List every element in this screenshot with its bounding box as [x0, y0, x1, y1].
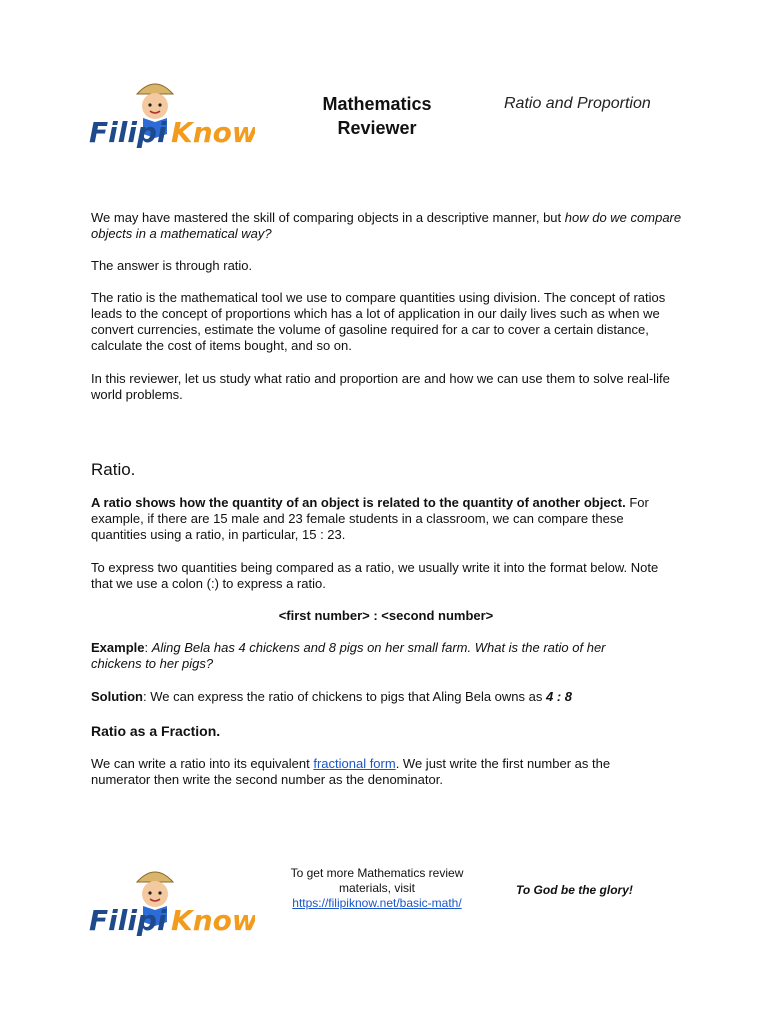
footer-logo-text-right: Know: [171, 904, 255, 937]
intro-paragraph-1: We may have mastered the skill of comparing objects in a descriptive manner, but how do we compare objects in a mathematical way?: [91, 210, 682, 241]
ratio-express-paragraph: To express two quantities being compared as a ratio, we usually write it into the format below. Note that we use a colon (:) to express a ratio.: [91, 560, 659, 591]
filipiknow-logo: [85, 72, 255, 167]
ratio-format: <first number> : <second number>: [278, 608, 494, 623]
logo-text-left: Filipi: [89, 116, 167, 149]
footer-text: To get more Mathematics review materials, visit https://filipiknow.net/basic-math/: [272, 866, 482, 911]
fractional-form-link[interactable]: fractional form: [313, 756, 396, 771]
page-title: Mathematics Reviewer: [322, 94, 432, 138]
ratio-solution: Solution: We can express the ratio of chickens to pigs that Aling Bela owns as 4 : 8: [91, 689, 572, 704]
fraction-paragraph: We can write a ratio into its equivalent fractional form. We just write the first number as the numerator then write the second number as the denominator.: [91, 756, 611, 787]
intro-paragraph-2: The answer is through ratio.: [91, 258, 253, 273]
intro-paragraph-4: In this reviewer, let us study what ratio and proportion are and how we can use them to solve real-life world problems.: [91, 371, 670, 402]
footer-logo-text-left: Filipi: [89, 904, 167, 937]
footer-motto: To God be the glory!: [516, 883, 633, 897]
intro-paragraph-3: The ratio is the mathematical tool we use to compare quantities using division. The concept of ratios leads to the concept of proportions which has a lot of application in our daily lives such as when we convert currencies, estimate the volume of gasoline required for a car to cover a certain distance, calculate the cost of items bought, and so on.: [91, 290, 666, 353]
ratio-heading: Ratio.: [91, 460, 136, 479]
fraction-heading: Ratio as a Fraction.: [91, 723, 221, 739]
footer-link[interactable]: https://filipiknow.net/basic-math/: [292, 896, 462, 910]
page-subtitle: Ratio and Proportion: [504, 95, 651, 112]
ratio-example: Example: Aling Bela has 4 chickens and 8 pigs on her small farm. What is the ratio of her chickens to her pigs?: [91, 640, 606, 671]
footer-filipiknow-logo: [85, 860, 255, 955]
ratio-definition: A ratio shows how the quantity of an object is related to the quantity of another object. For example, if there are 15 male and 23 female students in a classroom, we can compare these quantities using a ratio, in particular, 15 : 23.: [91, 495, 649, 542]
logo-text-right: Know: [171, 116, 255, 149]
